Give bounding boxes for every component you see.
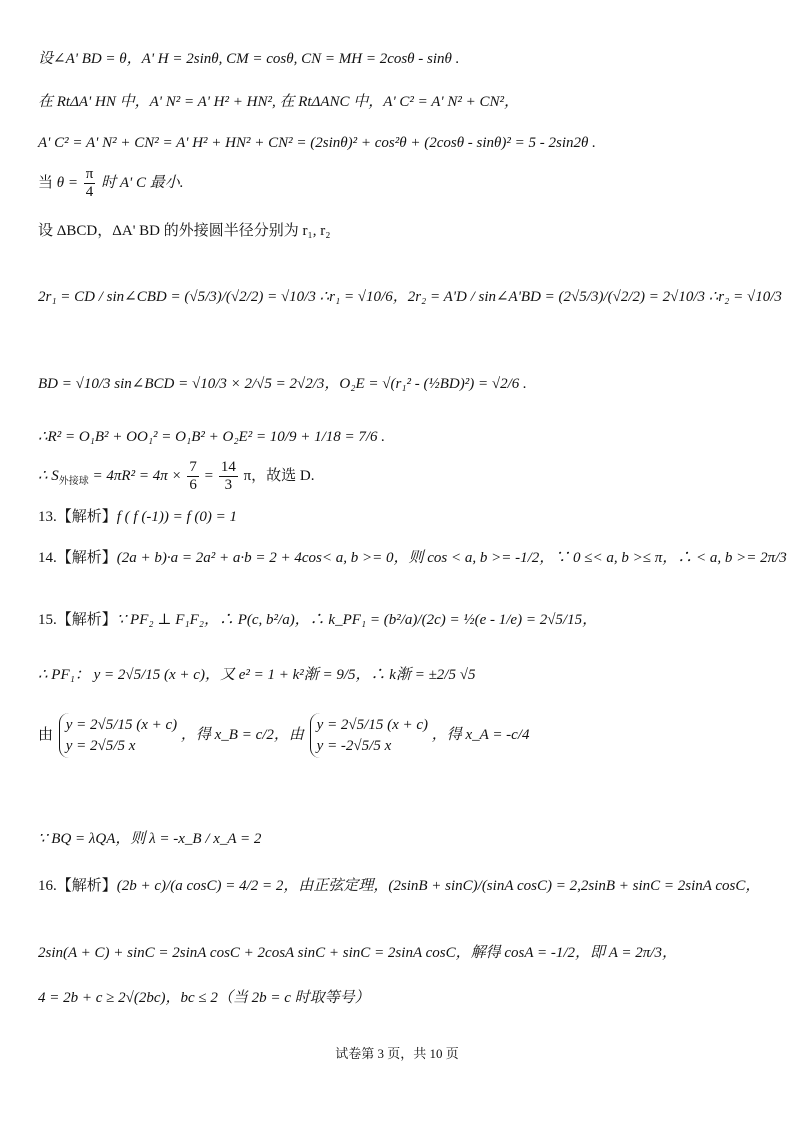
equation: y = 2√5/5 x [65, 738, 136, 754]
line-radius-calc: 2r₁ = CD / sin∠CBD = (√5/3)/(√2/2) = √10/3 ∴r₁ = √10/6，2r₂ = A'D / sin∠A'BD = (2√5/3)/(√2/2) = 2√10/3 ∴r₂ = √10/3 [38, 289, 782, 305]
text: = [204, 468, 214, 485]
fraction [219, 459, 238, 495]
text: ，得 x_A = -c/4 [431, 726, 530, 743]
numerator: π [84, 166, 96, 184]
text: f ( f (-1)) = f (0) = 1 [116, 509, 237, 525]
line-angle-setup: 设∠A' BD = θ，A' H = 2sinθ, CM = cosθ, CN = MH = 2cosθ - sinθ . [38, 51, 460, 67]
equation: y = 2√5/15 (x + c) [65, 717, 178, 733]
question-number: 14.【解析】 [38, 550, 117, 566]
denominator: 6 [189, 477, 197, 494]
numerator: 14 [219, 459, 238, 477]
text: = 4πR² = 4π × [88, 468, 182, 485]
line-lambda: ∵ BQ = λQA，则 λ = -x_B / x_A = 2 [38, 831, 262, 847]
text: (2b + c)/(a cosC) = 4/2 = 2，由正弦定理，(2sinB + sinC)/(sinA cosC) = 2,2sinB + sinC = 2sinA cosC， [116, 878, 761, 894]
denominator: 3 [224, 477, 233, 494]
subscript: 外接球 [58, 476, 89, 488]
question-13 [38, 508, 237, 526]
equation: y = 2√5/15 (x + c) [316, 717, 429, 733]
text: 当 [38, 175, 54, 192]
line-systems [38, 713, 530, 758]
fraction [187, 459, 199, 495]
text: ，得 x_B = c/2，由 [180, 726, 304, 743]
line-minimum [38, 166, 183, 202]
line-surface-area [38, 459, 314, 495]
question-number: 13.【解析】 [38, 509, 117, 525]
fraction [84, 166, 96, 202]
text: (2a + b)·a = 2a² + a·b = 2 + 4cos< a, b >= 0，则 cos < a, b >= -1/2，∵ 0 ≤< a, b >≤ π，∴ < a, b >= 2π/3 [116, 550, 787, 566]
text: θ = [56, 175, 79, 192]
numerator: 7 [187, 459, 199, 477]
question-16 [38, 877, 760, 895]
question-number: 15.【解析】 [38, 612, 117, 628]
question-15 [38, 611, 597, 629]
question-14 [38, 549, 787, 567]
line-inequality: 4 = 2b + c ≥ 2√(2bc)，bc ≤ 2（当 2b = c 时取等号） [38, 990, 370, 1006]
line-right-triangles: 在 RtΔA' HN 中，A' N² = A' H² + HN², 在 RtΔANC 中，A' C² = A' N² + CN²， [38, 94, 520, 110]
page-footer: 试卷第 3 页，共 10 页 [335, 1046, 459, 1061]
text: 由 [38, 726, 54, 743]
equation-system-2 [310, 713, 428, 758]
line-circumradii: 设 ΔBCD，ΔA' BD 的外接圆半径分别为 r₁, r₂ [38, 223, 331, 239]
line-expansion: A' C² = A' N² + CN² = A' H² + HN² + CN² = (2sinθ)² + cos²θ + (2cosθ - sinθ)² = 5 - 2sin2θ . [38, 135, 596, 151]
equation-system-1 [59, 713, 177, 758]
question-number: 16.【解析】 [38, 878, 117, 894]
equation: y = -2√5/5 x [316, 738, 392, 754]
line-bd-calc: BD = √10/3 sin∠BCD = √10/3 × 2/√5 = 2√2/3，O₂E = √(r₁² - (½BD)²) = √2/6 . [38, 376, 527, 392]
line-sphere-radius: ∴R² = O₁B² + OO₁² = O₁B² + O₂E² = 10/9 + 1/18 = 7/6 . [38, 429, 386, 445]
text: 时 A' C 最小. [101, 175, 184, 192]
line-asymptote-slope: ∴ PF₁： y = 2√5/15 (x + c)，又 e² = 1 + k²渐 = 9/5，∴ k渐 = ±2/5 √5 [38, 667, 476, 683]
text: ∴ S [38, 468, 59, 485]
text: π，故选 D. [243, 468, 315, 485]
denominator: 4 [85, 184, 94, 201]
text: ∵ PF₂ ⊥ F₁F₂，∴ P(c, b²/a)，∴ k_PF₁ = (b²/a)/(2c) = ½(e - 1/e) = 2√5/15， [116, 612, 598, 628]
line-sine-rule: 2sin(A + C) + sinC = 2sinA cosC + 2cosA sinC + sinC = 2sinA cosC，解得 cosA = -1/2，即 A = 2π/3， [38, 945, 677, 961]
